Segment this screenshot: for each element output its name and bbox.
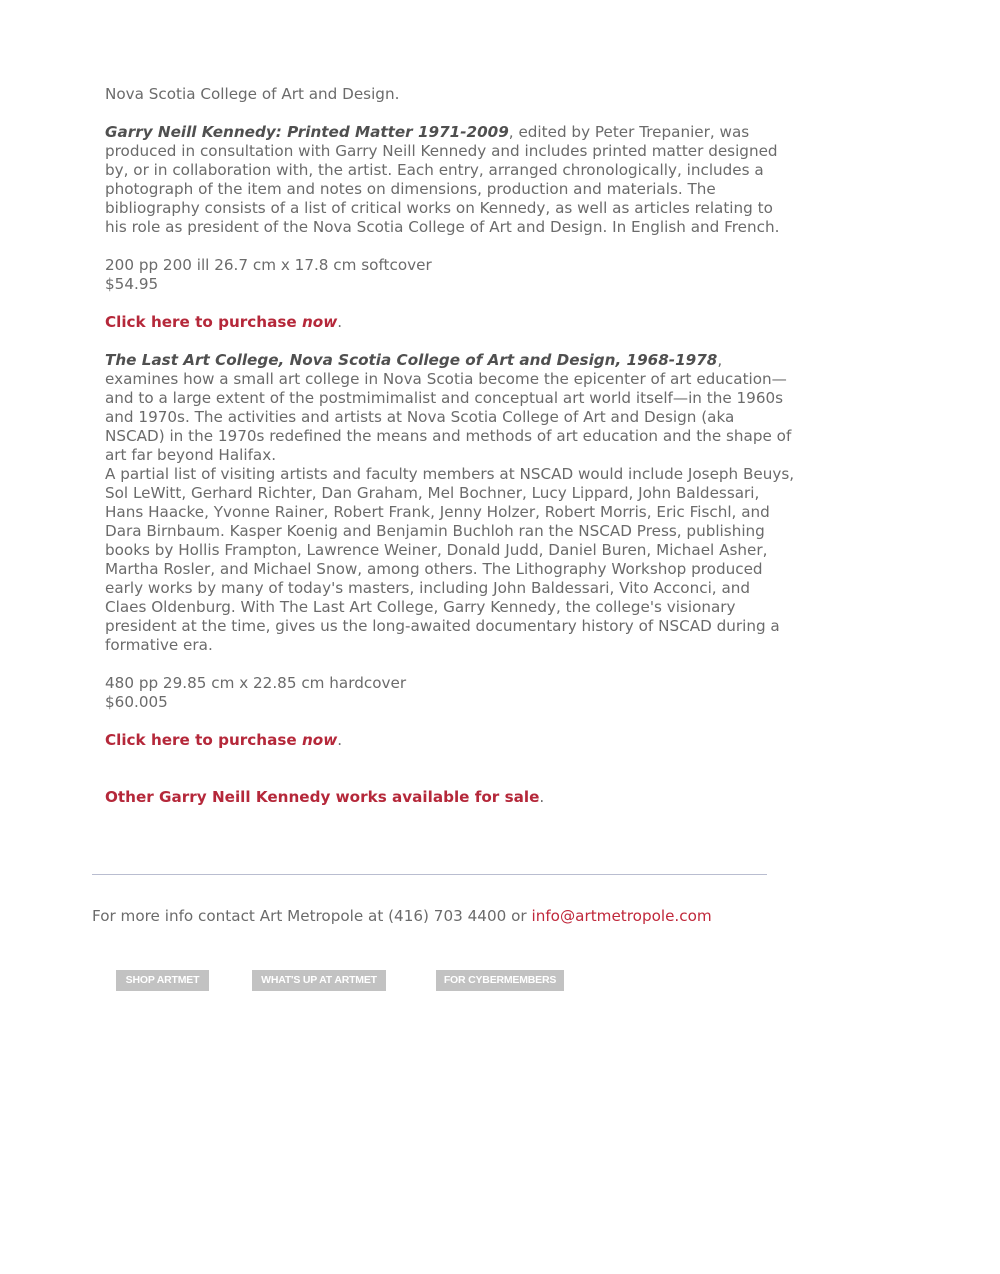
other-works-link[interactable]: Other Garry Neill Kennedy works available for sale: [105, 788, 540, 806]
contact-line: [92, 907, 712, 926]
book1-paragraph: [105, 123, 795, 237]
book1-purchase-paragraph: [105, 313, 795, 332]
other-works-period: .: [539, 788, 545, 806]
contact-email-link[interactable]: info@artmetropole.com: [531, 907, 712, 925]
book2-purchase-period: .: [337, 731, 343, 749]
section-divider: [92, 874, 767, 875]
whats-up-at-artmet-button[interactable]: WHAT'S UP AT ARTMET: [252, 970, 386, 991]
contact-text: For more info contact Art Metropole at (416) 703 4400 or: [92, 907, 532, 925]
book2-price: $60.005: [105, 693, 168, 711]
book1-price: $54.95: [105, 275, 159, 293]
shop-artmet-button[interactable]: SHOP ARTMET: [116, 970, 209, 991]
book1-purchase-now: now: [302, 313, 338, 331]
book2-specs: 480 pp 29.85 cm x 22.85 cm hardcover: [105, 674, 407, 692]
book2-purchase-now: now: [302, 731, 338, 749]
for-cybermembers-button[interactable]: FOR CYBERMEMBERS: [436, 970, 564, 991]
book2-purchase-paragraph: [105, 731, 795, 750]
book2-purchase-text: Click here to purchase: [105, 731, 302, 749]
book2-description: , examines how a small art college in Nova Scotia become the epicenter of art education—and to a large extent of the postmimimalist and conceptual art world itself—in the 1960s and 1970s. The activities and artists at Nova Scotia College of Art and Design (aka NSCAD) in the 1970s redefined the means and methods of art education and the shape of art far beyond Halifax.: [105, 351, 792, 464]
book2-paragraph: [105, 351, 795, 465]
book1-description: , edited by Peter Trepanier, was produced in consultation with Garry Neill Kennedy and includes printed matter designed by, or in collaboration with, the artist. Each entry, arranged chronologically, includes a photograph of the item and notes on dimensions, production and materials. The bibliography consists of a list of critical works on Kennedy, as well as articles relating to his role as president of the Nova Scotia College of Art and Design. In English and French.: [105, 123, 780, 236]
book1-purchase-link[interactable]: [105, 313, 337, 331]
book1-specs: 200 pp 200 ill 26.7 cm x 17.8 cm softcover: [105, 256, 432, 274]
other-works-paragraph: [105, 788, 795, 807]
book2-title: The Last Art College, Nova Scotia College of Art and Design, 1968-1978: [105, 351, 718, 369]
book1-purchase-period: .: [337, 313, 343, 331]
main-content: [105, 85, 795, 807]
book1-purchase-text: Click here to purchase: [105, 313, 302, 331]
book1-title: Garry Neill Kennedy: Printed Matter 1971-2009: [105, 123, 509, 141]
intro-line: Nova Scotia College of Art and Design.: [105, 85, 400, 103]
book2-purchase-link[interactable]: [105, 731, 337, 749]
book2-description-continued: A partial list of visiting artists and faculty members at NSCAD would include Joseph Beuys, Sol LeWitt, Gerhard Richter, Dan Graham, Mel Bochner, Lucy Lippard, John Baldessari, Hans Haacke, Yvonne Rainer, Robert Frank, Jenny Holzer, Robert Morris, Eric Fischl, and Dara Birnbaum. Kasper Koenig and Benjamin Buchloh ran the NSCAD Press, publishing books by Hollis Frampton, Lawrence Weiner, Donald Judd, Daniel Buren, Michael Asher, Martha Rosler, and Michael Snow, among others. The Lithography Workshop produced early works by many of today's masters, including John Baldessari, Vito Acconci, and Claes Oldenburg. With The Last Art College, Garry Kennedy, the college's visionary president at the time, gives us the long-awaited documentary history of NSCAD during a formative era.: [105, 465, 795, 654]
